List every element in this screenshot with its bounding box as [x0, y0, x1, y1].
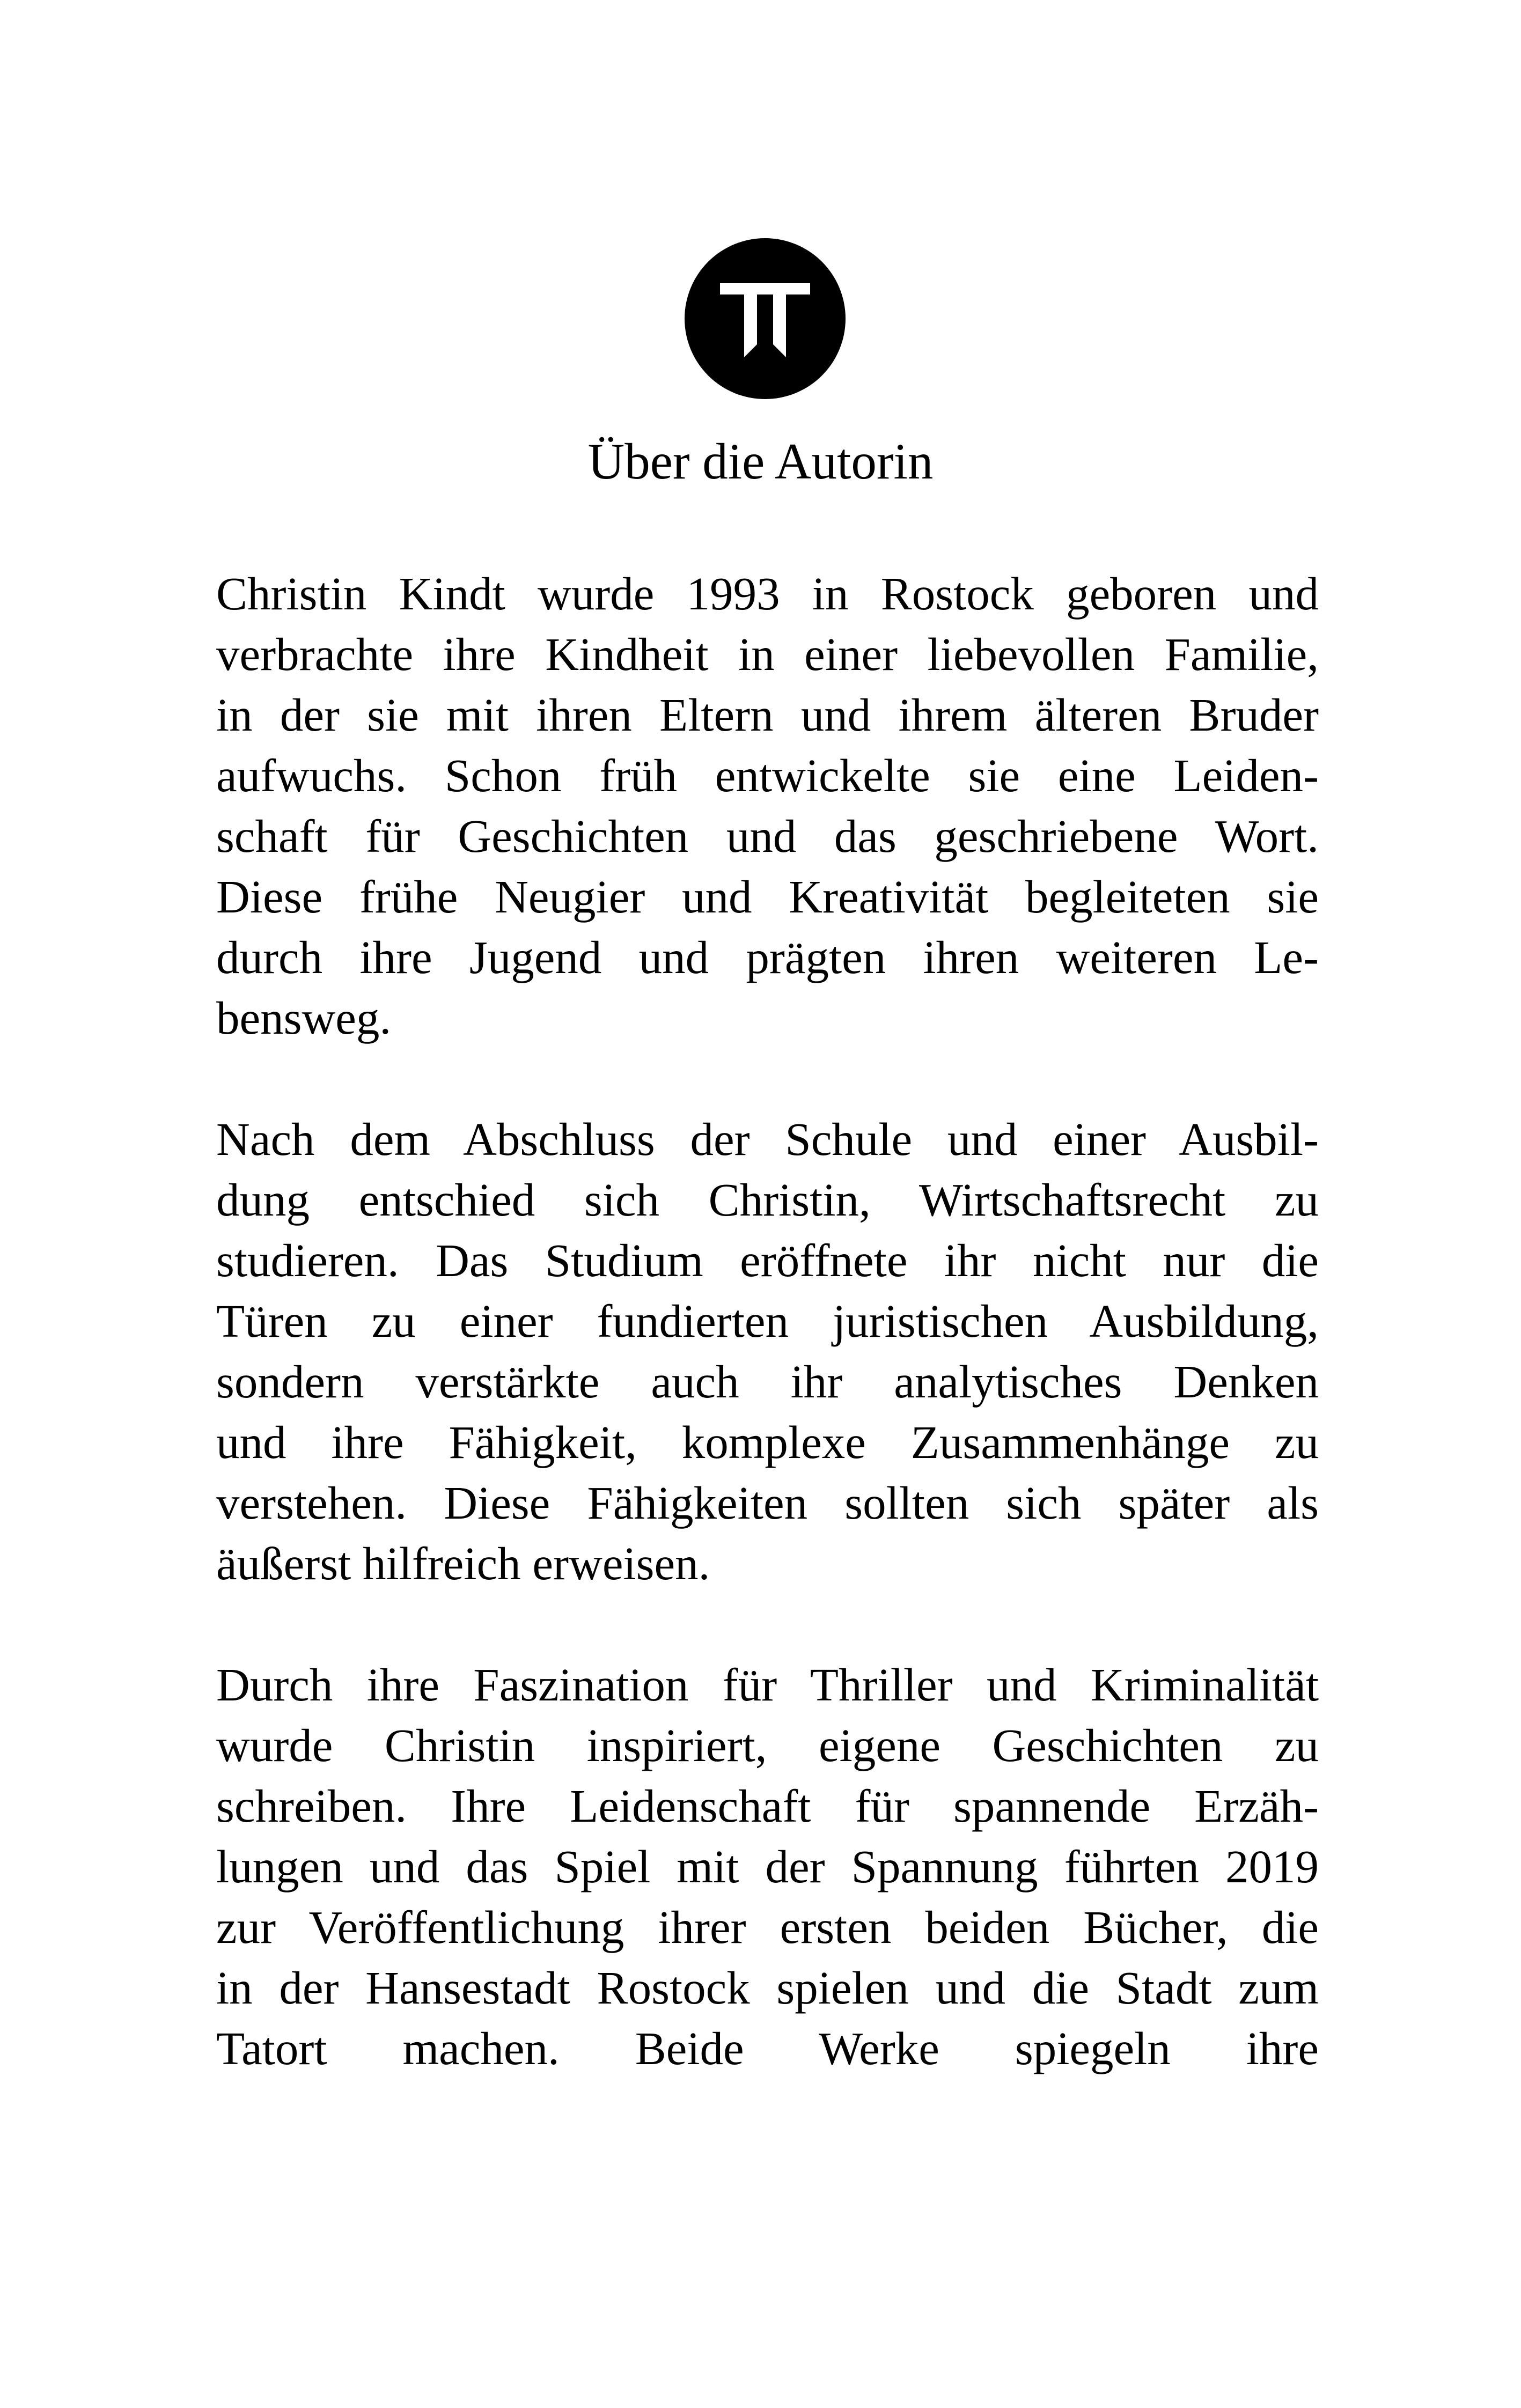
text-line: schreiben. Ihre Leidenschaft für spannende Erzäh-	[216, 1780, 1319, 1832]
text-line: verbrachte ihre Kindheit in einer liebevollen Familie,	[216, 628, 1319, 680]
paragraph-education	[216, 1109, 1319, 1594]
text-line: schaft für Geschichten und das geschriebene Wort.	[216, 810, 1319, 862]
text-line: Christin Kindt wurde 1993 in Rostock geboren und	[216, 568, 1319, 620]
text-line: äußerst hilfreich erweisen.	[216, 1537, 710, 1589]
publisher-logo	[685, 238, 846, 399]
text-line: lungen und das Spiel mit der Spannung führten 2019	[216, 1840, 1319, 1892]
text-line: studieren. Das Studium eröffnete ihr nicht nur die	[216, 1234, 1319, 1286]
text-line: Durch ihre Faszination für Thriller und Kriminalität	[216, 1659, 1319, 1711]
text-line: in der Hansestadt Rostock spielen und die Stadt zum	[216, 1962, 1319, 2014]
paragraph-childhood	[216, 563, 1319, 1048]
text-line: Tatort machen. Beide Werke spiegeln ihre	[216, 2022, 1319, 2074]
text-line: Nach dem Abschluss der Schule und einer Ausbil-	[216, 1113, 1319, 1165]
text-line: bensweg.	[216, 992, 392, 1044]
text-line: wurde Christin inspiriert, eigene Geschichten zu	[216, 1719, 1319, 1771]
paragraph-writing	[216, 1654, 1319, 2079]
text-line: dung entschied sich Christin, Wirtschaftsrecht zu	[216, 1174, 1319, 1226]
text-line: in der sie mit ihren Eltern und ihrem älteren Bruder	[216, 689, 1319, 741]
text-line: Diese frühe Neugier und Kreativität begleiteten sie	[216, 871, 1319, 923]
text-line: durch ihre Jugend und prägten ihren weiteren Le-	[216, 931, 1319, 983]
publisher-logo-icon	[685, 238, 846, 399]
text-line: zur Veröffentlichung ihrer ersten beiden Bücher, die	[216, 1901, 1319, 1953]
biography-text	[216, 563, 1319, 2139]
text-line: Türen zu einer fundierten juristischen Ausbildung,	[216, 1295, 1319, 1347]
page-title: Über die Autorin	[587, 433, 934, 490]
text-line: verstehen. Diese Fähigkeiten sollten sich später als	[216, 1477, 1319, 1529]
text-line: aufwuchs. Schon früh entwickelte sie eine Leiden-	[216, 749, 1319, 801]
text-line: sondern verstärkte auch ihr analytisches Denken	[216, 1356, 1319, 1408]
text-line: und ihre Fähigkeit, komplexe Zusammenhänge zu	[216, 1416, 1319, 1468]
